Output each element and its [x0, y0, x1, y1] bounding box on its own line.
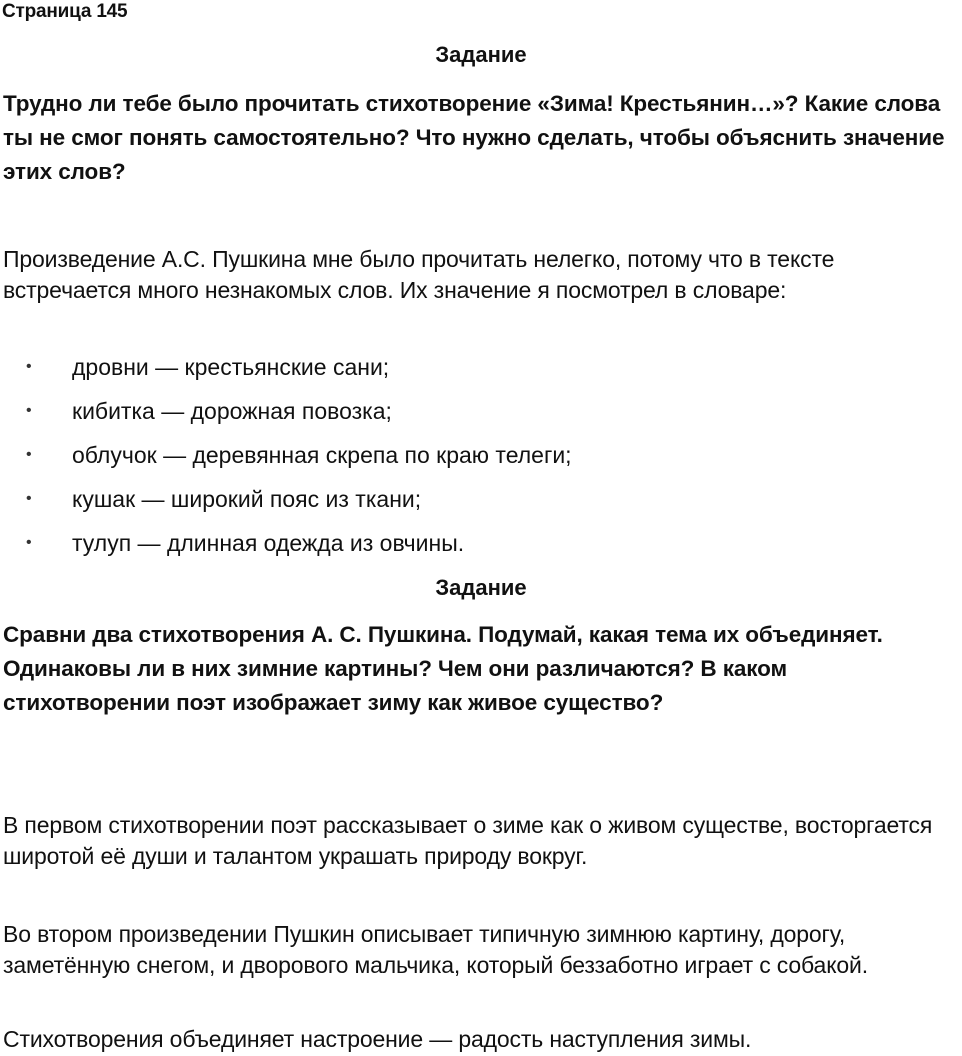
answer-paragraph-1: В первом стихотворении поэт рассказывает о зиме как о живом существе, восторгается широтой её души и талантом украшать природу вокруг.: [3, 812, 933, 869]
page-number-label: Страница 145: [2, 1, 128, 22]
answer-paragraph-3: Стихотворения объединяет настроение — радость наступления зимы.: [3, 1026, 752, 1052]
task-question-2: Сравни два стихотворения А. С. Пушкина. Подумай, какая тема их объединяет. Одинаковы ли в них зимние картины? Чем они различаются? В каком стихотворении поэт изображает зиму как живое существо?: [3, 622, 883, 715]
list-item: [0, 350, 962, 394]
answer-intro-1: Произведение А.С. Пушкина мне было прочитать нелегко, потому что в тексте встречается много незнакомых слов. Их значение я посмотрел в словаре:: [3, 246, 835, 303]
glossary-entry: облучок — деревянная скрепа по краю телеги;: [72, 442, 572, 468]
glossary-entry: кушак — широкий пояс из ткани;: [72, 486, 422, 512]
bullet-icon: •: [26, 490, 32, 507]
task-question-1: Трудно ли тебе было прочитать стихотворение «Зима! Крестьянин…»? Какие слова ты не смог понять самостоятельно? Что нужно сделать, чтобы объяснить значение этих слов?: [3, 91, 945, 184]
list-item: [0, 394, 962, 438]
glossary-entry: дровни — крестьянские сани;: [72, 354, 390, 380]
glossary-entry: тулуп — длинная одежда из овчины.: [72, 530, 465, 556]
list-item: [0, 438, 962, 482]
task-heading-1: Задание: [435, 42, 527, 67]
task-heading-2: Задание: [435, 575, 527, 600]
glossary-entry: кибитка — дорожная повозка;: [72, 398, 392, 424]
glossary-list: [0, 350, 962, 570]
bullet-icon: •: [26, 402, 32, 419]
bullet-icon: •: [26, 358, 32, 375]
list-item: [0, 482, 962, 526]
list-item: [0, 526, 962, 570]
bullet-icon: •: [26, 446, 32, 463]
answer-paragraph-2: Во втором произведении Пушкин описывает типичную зимнюю картину, дорогу, заметённую снегом, и дворового мальчика, который беззаботно играет с собакой.: [3, 921, 868, 978]
bullet-icon: •: [26, 534, 32, 551]
